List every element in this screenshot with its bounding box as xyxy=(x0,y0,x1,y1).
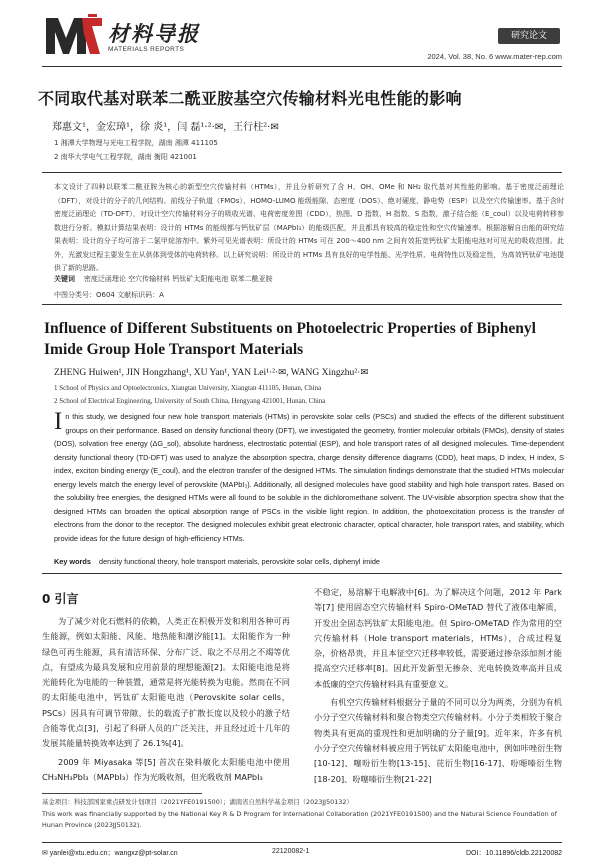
keywords-en-text: density functional theory, hole transport materials, perovskite solar cells, diphenyl imide xyxy=(99,557,380,566)
keywords-cn-label: 关键词 xyxy=(54,275,75,283)
page-number: 22120082-1 xyxy=(272,848,310,855)
abstract-en xyxy=(54,410,564,545)
abstract-divider xyxy=(42,172,562,173)
footer-divider xyxy=(42,842,562,843)
classification-cn: 中图分类号：O604 文献标识码：A xyxy=(54,291,164,299)
abstract-dropcap: I xyxy=(54,408,63,435)
header-divider xyxy=(42,66,562,67)
body-paragraph: 为了减少对化石燃料的依赖，人类正在积极开发和利用各种可再生能源，例如太阳能、风能、地热能和潮汐能[1]。太阳能作为一种绿色可再生能源，具有清洁环保、分布广泛、取之不尽用之不竭等优点，有望成为最具发展和应用前景的理想能源[2]。太阳能电池是将光能转化为电能的一种装置，通常是将光能转换为电能。然而在不同的太阳能电池中，钙钛矿太阳能电池（Perovskite solar cells，PSCs）因具有可调节带隙、长的载流子扩散长度以及较小的激子结合能等优点[3]，引起了科研人员的广泛关注，并且经过近十几年的发展其能量转换效率达到了 26.1%[4]。 xyxy=(42,616,290,749)
authors-cn: 郑惠文¹，金宏璋¹，徐 炎¹，闫 磊¹·²·✉，王行柱²·✉ xyxy=(52,122,279,133)
journal-logo xyxy=(44,14,104,56)
keywords-en xyxy=(54,557,380,566)
body-paragraph: 不稳定，易溶解于电解液中[6]。为了解决这个问题，2012 年 Park 等[7] 使用固态空穴传输材料 Spiro-OMeTAD 替代了液体电解质，开发出全固态钙钛矿太阳能电池。但 Spiro-OMeTAD 作为常用的空穴传输材料（Hole transport materials，HTMs），合成过程复杂，价格昂贵，并且本征空穴迁移率较低，需要通过掺杂添加剂才能提高空穴迁移率[8]。因此开发新型无掺杂、光电转换效率高并且成本低廉的空穴传输材料具有重要意义。 xyxy=(314,587,562,689)
funding-cn: 基金项目：科技部国家重点研发计划项目（2021YFE0191500）；湖南省自然科学基金项目（2023JJ50132） xyxy=(42,798,353,806)
affiliation-en-2: 2 School of Electrical Engineering, University of South China, Hengyang 421001, Hunan, China xyxy=(54,397,326,405)
body-left-column xyxy=(42,614,290,788)
affiliation-cn-2: 2 南华大学电气工程学院，湖南 衡阳 421001 xyxy=(54,153,197,161)
journal-name-cn: 材料导报 xyxy=(108,21,200,46)
body-paragraph: 2009 年 Miyasaka 等[5] 首次在染料敏化太阳能电池中使用 CH₃NH₃PbI₃（MAPbI₃）作为光吸收剂，但光吸收剂 MAPbI₃ xyxy=(42,756,290,782)
body-divider xyxy=(42,573,562,574)
body-right-column xyxy=(314,585,562,790)
keywords-en-label: Key words xyxy=(54,557,91,566)
keywords-cn xyxy=(54,274,273,284)
affiliation-cn-1: 1 湘潭大学物理与光电工程学院，湖南 湘潭 411105 xyxy=(54,139,218,147)
section-heading: 0 引言 xyxy=(42,592,79,606)
funding-en: This work was financially supported by the National Key R & D Program for International Collaboration (2021YFE0191500) and the Natural Science Foundation of Hunan Province (2023JJ50132). xyxy=(42,810,557,829)
body-paragraph: 有机空穴传输材料根据分子量的不同可以分为两类，分别为有机小分子空穴传输材料和聚合物类空穴传输材料。小分子类相较于聚合物类具有更高的重现性和更加明确的分子量[9]。近年来，许多有机小分子空穴传输材料被应用于钙钛矿太阳能电池中，例如咔唑衍生物[10-12]、噻吩衍生物[13-15]、芘衍生物[16-17]、吩噁嗪衍生物[18-20]、吩噻嗪衍生物[21-22] xyxy=(314,697,562,784)
abstract-en-text: n this study, we designed four new hole transport materials (HTMs) in perovskite solar cells (PSCs) and studied the effects of the different substituent groups on their performance. Based on density functional theory (DFT), we investigated the geometry, frontier molecular orbitals (FMOs), density of states (DOS), solvation free energy (ΔG_sol), absolute hardness, electrostatic potential (ESP), and hole transport rates of all designed molecules. Time-dependent density functional theory (TD-DFT) was used to analyze the absorption spectra, charge density difference diagrams (CDD), heat maps, D index, H index, S index, exciton binding energy (E_coul), and the electron transfer of the designed HTMs. The simulation findings demonstrate that the studied HTMs molecular energy levels match the energy level of perovskite (MAPbI₃). Additionally, all designed molecules have good stability and high hole transport rates. Based on the solubility free energies, the designed HTMs were all found to be soluble in the dichloromethane solvent. The UV-visible absorption spectra show that the designed HTMs can broaden the optical absorption range of PSCs in the visible light region. In addition, the photoexcitation process is the transfer of electrons from the donor to the receptor. The designed molecules exhibit great electronic character, optical character, hole transport rates, and stability, which provide ideas for the future design of high-efficiency HTMs. xyxy=(54,412,564,543)
abstract-cn: 本文设计了四种以联苯二酰亚胺为核心的新型空穴传输材料（HTMs），并且分析研究了含 H、OH、OMe 和 NH₂ 取代基对其性能的影响。基于密度泛函理论（DFT），对设计的分子的几何结构、前线分子轨道（FMOs）、HOMO-LUMO 能级能隙、态密度（DOS）、绝对硬度、静电势（ESP）以及空穴传输速率。基于含时密度泛函理论（TD-DFT），对设计空穴传输材料分子的吸收光谱、电荷密度差图（CDD），热图、D 指数、H 指数、S 指数，激子结合能（E_coul）以及电荷转移参数进行分析。模拟计算结果表明：设计的 HTMs 的能级都与钙钛矿层（MAPbI₃）的能级匹配，并且都具有较高的稳定性和空穴传输速率。根据溶解自由能的研究结果表明：设计的分子均可溶于二氯甲烷溶剂中。紫外可见光谱表明：所设计的 HTMs 可在 200～400 nm 之间有效拓宽钙钛矿太阳能电池对可见光的吸收范围。此外，光激发过程主要发生在从供体到受体的电荷转移。以上研究说明：所设计的 HTMs 具有良好的电学性能、光学性质、电荷特性以及稳定性，为高效钙钛矿电池提供了新的思路。 xyxy=(54,183,564,272)
issue-info: 2024, Vol. 38, No. 6 www.mater-rep.com xyxy=(427,52,562,61)
title-en: Influence of Different Substituents on Photoelectric Properties of Biphenyl Imide Group Hole Transport Materials xyxy=(44,320,536,358)
footnote-divider xyxy=(42,793,202,794)
cn-en-divider xyxy=(42,304,562,305)
affiliation-en-1: 1 School of Physics and Optoelectronics, Xiangtan University, Xiangtan 411105, Hunan, China xyxy=(54,384,322,392)
doi: DOI：10.11896/cldb.22120082 xyxy=(466,850,562,857)
title-cn: 不同取代基对联苯二酰亚胺基空穴传输材料光电性能的影响 xyxy=(38,89,462,108)
journal-logo-icon xyxy=(44,14,104,56)
article-type-badge: 研究论文 xyxy=(498,28,560,44)
journal-name-en: MATERIALS REPORTS xyxy=(108,46,185,53)
contact-email: ✉ yanlei@xtu.edu.cn；wangxz@pt-solar.cn xyxy=(42,850,178,857)
keywords-cn-text: 密度泛函理论 空穴传输材料 钙钛矿太阳能电池 联苯二酰亚胺 xyxy=(83,275,273,283)
authors-en: ZHENG Huiwen¹, JIN Hongzhang¹, XU Yan¹, YAN Lei¹·²·✉, WANG Xingzhu²·✉ xyxy=(54,368,369,378)
